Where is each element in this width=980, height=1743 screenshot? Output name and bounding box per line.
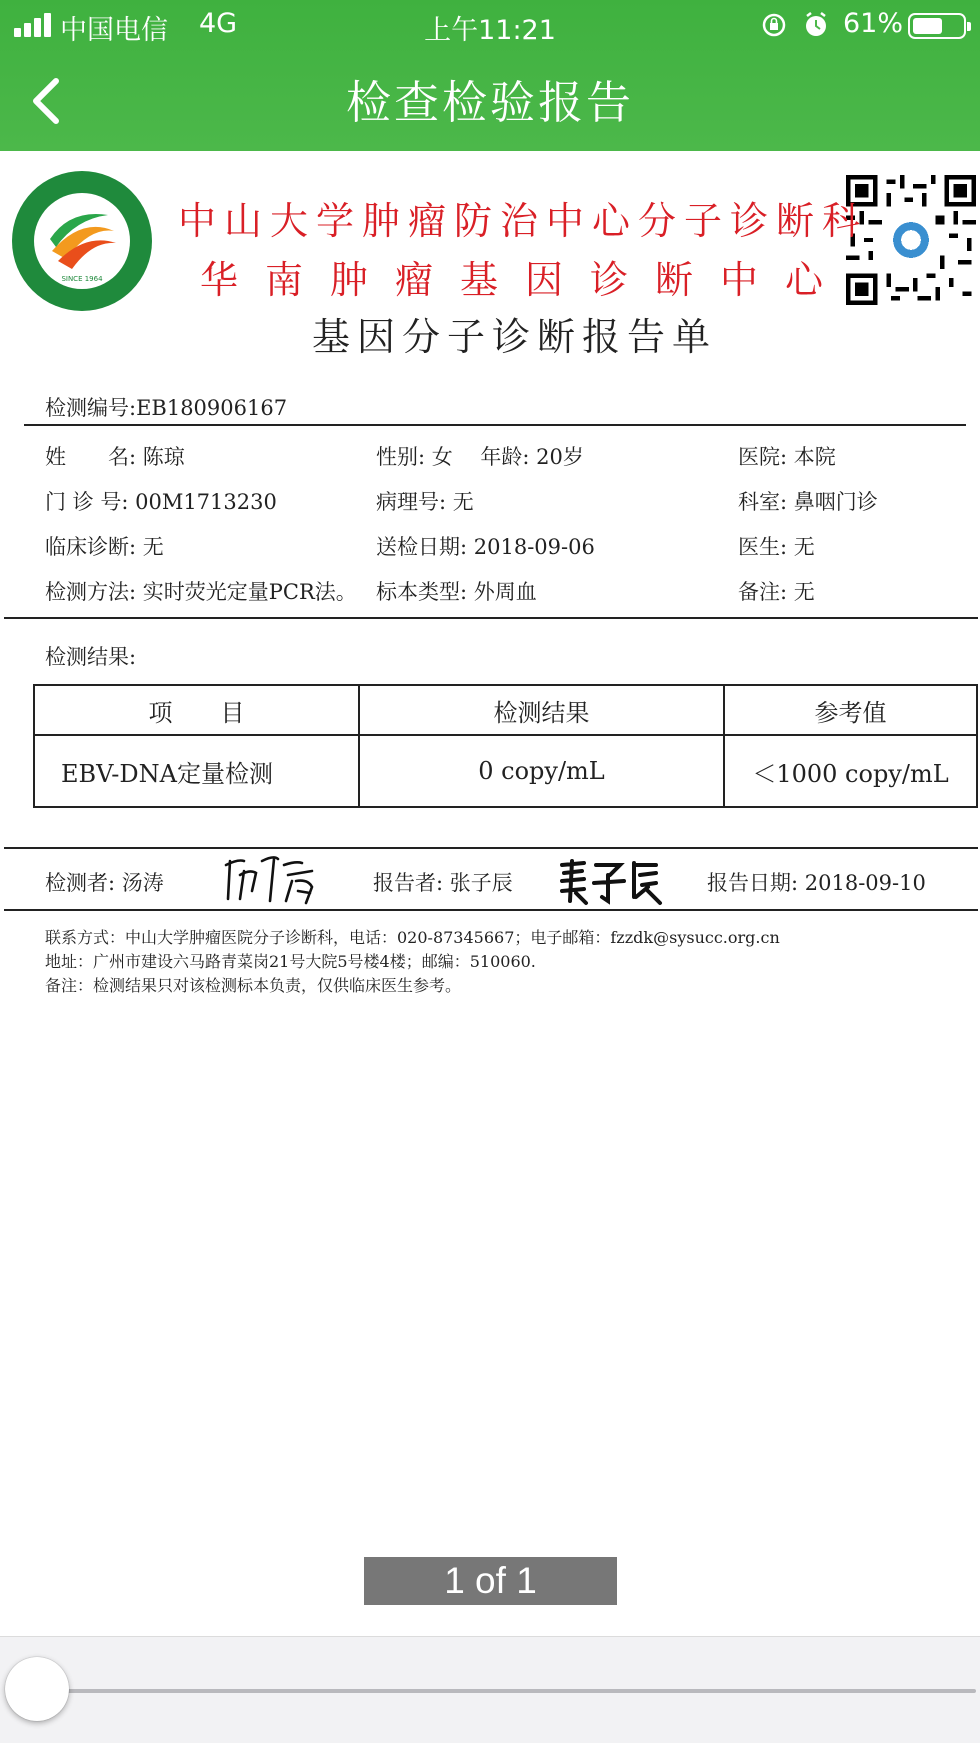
tester: 检测者: 汤涛: [45, 871, 164, 895]
header-item: 项 目: [34, 685, 359, 735]
results-label: 检测结果:: [45, 645, 137, 669]
top-bar: [0, 0, 980, 151]
page-indicator: 1 of 1: [364, 1557, 617, 1605]
cell-result: 0 copy/mL: [359, 735, 724, 807]
footer-remark: 备注：检测结果只对该检测标本负责，仅供临床医生参考。: [45, 976, 462, 995]
report-date: 报告日期: 2018-09-10: [707, 871, 926, 895]
orientation-lock-icon: [760, 10, 830, 40]
page-slider-track[interactable]: [36, 1689, 976, 1693]
divider: [4, 847, 978, 849]
department-field: 科室: 鼻咽门诊: [738, 490, 878, 514]
cell-item: EBV-DNA定量检测: [34, 735, 359, 807]
clinical-diagnosis: 临床诊断: 无: [45, 535, 164, 559]
svg-text:SINCE 1964: SINCE 1964: [61, 275, 103, 283]
report-title: 基因分子诊断报告单: [312, 315, 718, 359]
network-type: 4G: [199, 8, 238, 39]
report-document: [0, 151, 980, 1636]
carrier-name: 中国电信: [60, 15, 168, 46]
battery-percent: 61%: [843, 8, 904, 39]
pathology-number: 病理号: 无: [376, 490, 474, 514]
center-heading: 华南肿瘤基因诊断中心: [200, 258, 851, 302]
patient-name: 姓 名: 陈琼: [45, 445, 185, 469]
divider: [4, 909, 978, 911]
clinic-number: 门 诊 号: 00M1713230: [45, 490, 277, 514]
page-title: 检查检验报告: [345, 76, 634, 129]
specimen-type: 标本类型: 外周血: [376, 580, 537, 604]
gender-age: 性别: 女 年龄: 20岁: [376, 445, 584, 469]
footer-address: 地址：广州市建设六马路青菜岗21号大院5号楼4楼；邮编：510060.: [45, 952, 536, 971]
page-slider-thumb[interactable]: [5, 1657, 69, 1721]
divider: [4, 617, 978, 619]
status-bar: [0, 0, 980, 50]
test-method: 检测方法: 实时荧光定量PCR法。: [45, 580, 357, 604]
tester-signature-icon: [222, 851, 327, 909]
status-time: 上午11:21: [424, 15, 556, 46]
send-date: 送检日期: 2018-09-06: [376, 535, 595, 559]
doctor-field: 医生: 无: [738, 535, 815, 559]
results-table: [33, 684, 978, 808]
header-result: 检测结果: [359, 685, 724, 735]
battery-icon: [908, 13, 966, 39]
note-field: 备注: 无: [738, 580, 815, 604]
footer-contact: 联系方式：中山大学肿瘤医院分子诊断科，电话：020-87345667；电子邮箱：fzzdk@sysucc.org.cn: [45, 928, 780, 947]
hospital-logo-icon: [10, 169, 155, 314]
header-reference: 参考值: [724, 685, 977, 735]
reporter-signature-icon: [556, 857, 666, 907]
table-row: [34, 735, 977, 807]
table-header-row: [34, 685, 977, 735]
test-number: 检测编号:EB180906167: [45, 396, 288, 420]
divider: [24, 424, 966, 426]
cell-reference: ＜1000 copy/mL: [724, 735, 977, 807]
hospital-department-heading: 中山大学肿瘤防治中心分子诊断科: [178, 199, 869, 243]
hospital-field: 医院: 本院: [738, 445, 836, 469]
reporter: 报告者: 张子辰: [373, 871, 513, 895]
bottom-toolbar: [0, 1636, 980, 1743]
